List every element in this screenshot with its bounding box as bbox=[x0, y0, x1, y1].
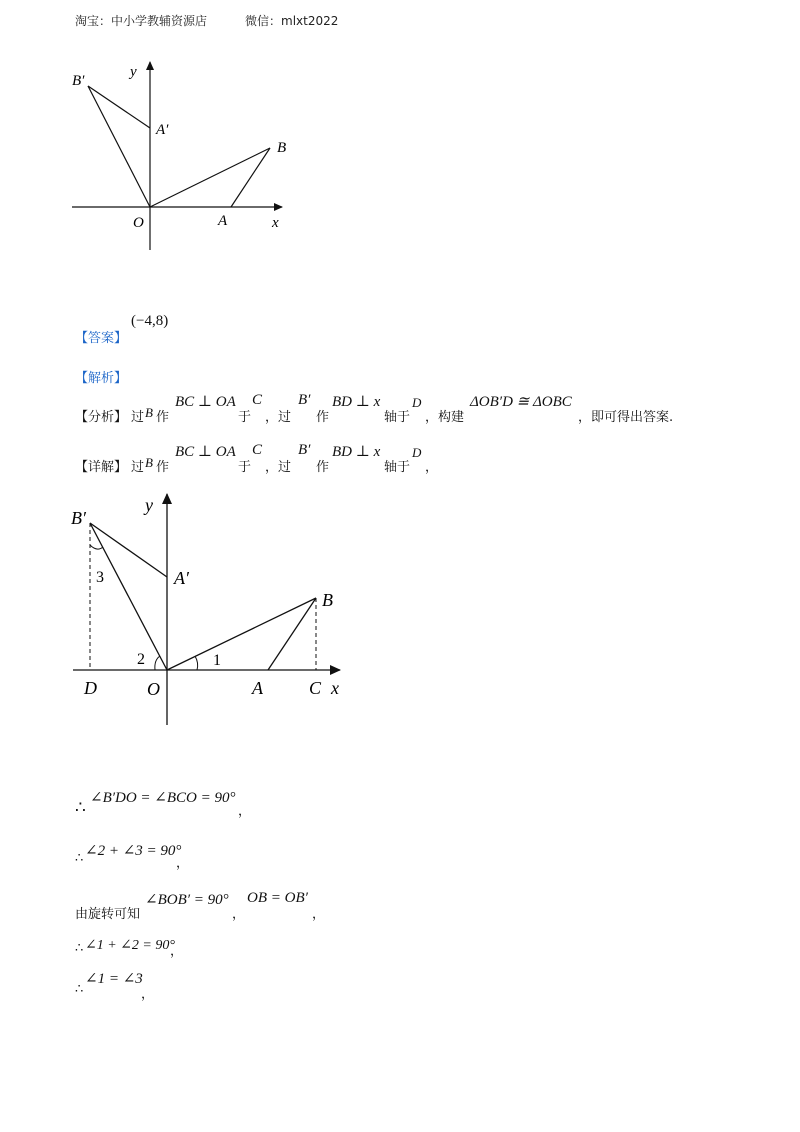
xiangjie-m5: D bbox=[412, 445, 422, 460]
step-5-prefix: ∴ bbox=[75, 981, 84, 996]
fenxi-t3: 于 bbox=[238, 410, 252, 425]
fenxi-t8: ，即可得出答案. bbox=[578, 410, 674, 425]
label-x: x bbox=[272, 215, 279, 231]
answer-tag: 【答案】 bbox=[75, 331, 128, 346]
xiangjie-m2: C bbox=[252, 442, 263, 458]
step-1-prefix: ∴ bbox=[75, 798, 86, 817]
step-5-math: ∠1 = ∠3 bbox=[85, 971, 143, 987]
segment-OB bbox=[167, 598, 316, 670]
label-x: x bbox=[331, 678, 339, 698]
step-3-math2: OB = OB′ bbox=[247, 890, 308, 906]
step-3-mid: ， bbox=[232, 907, 246, 922]
xiangjie-t7: ， bbox=[425, 460, 439, 475]
fenxi-m6: ΔOB′D ≅ ΔOBC bbox=[470, 394, 572, 410]
step-1-math: ∠B′DO = ∠BCO = 90° bbox=[90, 790, 236, 806]
fenxi-m3: B′ bbox=[298, 392, 311, 408]
label-b-prime: B′ bbox=[72, 73, 85, 89]
xiangjie-m1: BC ⊥ OA bbox=[175, 444, 236, 460]
fenxi-t6: 轴于 bbox=[384, 410, 411, 425]
xiangjie-m3: B′ bbox=[298, 442, 311, 458]
angle-arc-2 bbox=[155, 656, 160, 670]
fenxi-t4: ，过 bbox=[265, 410, 292, 425]
xiangjie-t3: 于 bbox=[238, 460, 252, 475]
segment-AB bbox=[231, 148, 270, 207]
header-wechat: 微信：mlxt2022 bbox=[245, 14, 339, 28]
fenxi-t2: 作 bbox=[156, 410, 170, 425]
xiangjie-m4: BD ⊥ x bbox=[332, 444, 381, 460]
figure-2 bbox=[65, 488, 365, 733]
label-a: A bbox=[218, 213, 228, 229]
xiangjie-point-b: B bbox=[145, 455, 153, 470]
label-angle-3: 3 bbox=[96, 569, 104, 586]
step-2-prefix: ∴ bbox=[75, 850, 84, 865]
label-b: B bbox=[322, 590, 333, 610]
step-1-suffix: ， bbox=[238, 804, 252, 819]
step-4-suffix: ， bbox=[170, 944, 184, 959]
step-4-prefix: ∴ bbox=[75, 940, 84, 955]
step-3-prefix: 由旋转可知 bbox=[75, 907, 141, 922]
segment-AB bbox=[268, 598, 316, 670]
label-a-prime: A′ bbox=[156, 122, 169, 138]
step-2-math: ∠2 + ∠3 = 90° bbox=[85, 843, 182, 859]
label-c: C bbox=[309, 678, 322, 698]
label-d: D bbox=[84, 678, 97, 698]
label-angle-2: 2 bbox=[137, 651, 145, 668]
fenxi-t7: ，构建 bbox=[425, 410, 465, 425]
fenxi-tag: 【分析】 bbox=[75, 410, 128, 425]
step-2-suffix: ， bbox=[176, 856, 190, 871]
fenxi-t5: 作 bbox=[316, 410, 330, 425]
segment-A-prime-B-prime bbox=[88, 86, 150, 128]
segment-OB bbox=[150, 148, 270, 207]
segment-OB-prime bbox=[88, 86, 150, 207]
label-o: O bbox=[133, 215, 144, 231]
label-angle-1: 1 bbox=[213, 652, 221, 669]
step-3-math: ∠BOB′ = 90° bbox=[145, 892, 229, 908]
fenxi-t1: 过 bbox=[131, 410, 145, 425]
step-5-suffix: ， bbox=[141, 987, 155, 1002]
xiangjie-t4: ，过 bbox=[265, 460, 292, 475]
fenxi-m5: D bbox=[412, 395, 422, 410]
label-a-prime: A′ bbox=[174, 568, 189, 588]
fenxi-point-b: B bbox=[145, 405, 153, 420]
label-y: y bbox=[145, 495, 153, 515]
step-3-suffix: ， bbox=[312, 907, 326, 922]
xiangjie-tag: 【详解】 bbox=[75, 460, 128, 475]
xiangjie-t5: 作 bbox=[316, 460, 330, 475]
angle-arc-3 bbox=[90, 545, 103, 549]
angle-arc-1 bbox=[195, 656, 198, 670]
xiangjie-t2: 作 bbox=[156, 460, 170, 475]
label-b-prime: B′ bbox=[71, 508, 86, 528]
fenxi-m4: BD ⊥ x bbox=[332, 394, 381, 410]
label-o: O bbox=[147, 679, 160, 699]
fenxi-m2: C bbox=[252, 392, 263, 408]
xiangjie-t6: 轴于 bbox=[384, 460, 411, 475]
header-shop: 淘宝：中小学教辅资源店 bbox=[75, 14, 208, 28]
figure-1 bbox=[60, 55, 300, 255]
step-4-math: ∠1 + ∠2 = 90° bbox=[85, 938, 175, 953]
answer-value: (−4,8) bbox=[131, 313, 169, 329]
label-b: B bbox=[277, 140, 287, 156]
label-y: y bbox=[130, 64, 137, 80]
analysis-tag: 【解析】 bbox=[75, 371, 128, 386]
fenxi-m1: BC ⊥ OA bbox=[175, 394, 236, 410]
xiangjie-t1: 过 bbox=[131, 460, 145, 475]
label-a: A bbox=[252, 678, 263, 698]
segment-OB-prime bbox=[90, 523, 167, 670]
